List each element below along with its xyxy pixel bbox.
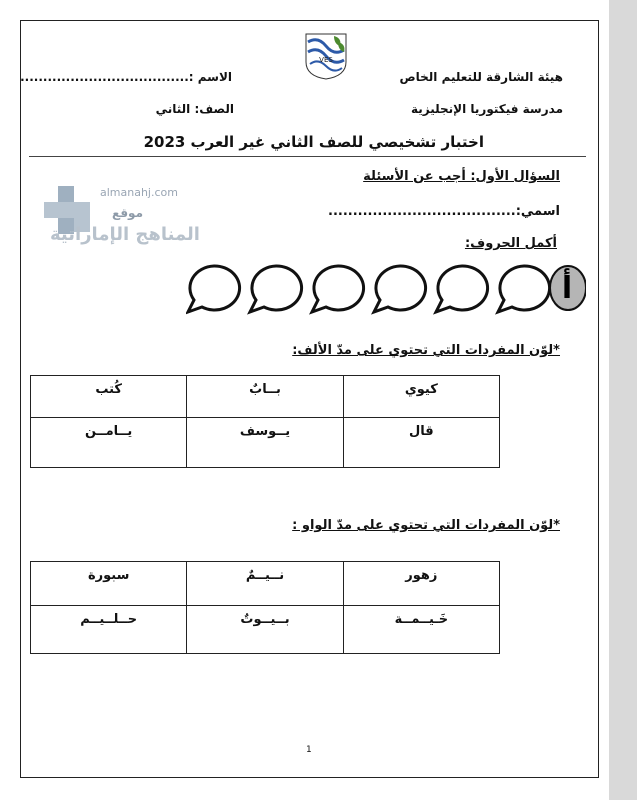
word-cell[interactable]: قال (343, 418, 499, 468)
word-cell[interactable]: خَـيــمــة (343, 606, 499, 654)
bubble-3 (312, 266, 364, 312)
student-name-line: الاسم :..................................... (20, 70, 232, 84)
watermark-line-2: المناهج الإماراتية (50, 224, 200, 245)
title-divider (29, 156, 586, 157)
table-row (31, 376, 500, 418)
watermark-url: almanahj.com (100, 186, 178, 199)
table-row (31, 418, 500, 468)
question-1-heading: السؤال الأول: أجب عن الأسئلة (363, 169, 560, 184)
word-cell[interactable]: يــامــن (31, 418, 187, 468)
my-name-line: اسمي:...................................... (328, 204, 560, 219)
bubble-6 (498, 266, 550, 312)
given-letter: أ (561, 271, 573, 306)
word-cell[interactable]: يــوسف (187, 418, 343, 468)
alif-section-heading: *لوّن المفردات التي تحتوي على مدّ الألف: (292, 343, 560, 358)
word-cell[interactable]: نــيــمٌ (187, 562, 343, 606)
word-cell[interactable]: بــيــوتٌ (187, 606, 343, 654)
word-cell[interactable]: حــلــيــم (31, 606, 187, 654)
school-logo (304, 32, 348, 80)
bubble-1 (188, 266, 240, 312)
grade-label: الصف: الثاني (155, 102, 234, 116)
page-number: 1 (306, 745, 312, 755)
word-cell[interactable]: كُتب (31, 376, 187, 418)
word-cell[interactable]: بــابٌ (187, 376, 343, 418)
letter-bubbles (186, 262, 586, 316)
complete-letters-label: أكمل الحروف: (464, 236, 557, 251)
logo-text: VES (319, 56, 333, 64)
alif-words-table (30, 375, 500, 468)
table-row (31, 562, 500, 606)
authority-name: هيئة الشارقة للتعليم الخاص (399, 70, 563, 84)
word-cell[interactable]: زهور (343, 562, 499, 606)
waw-words-table (30, 561, 500, 654)
school-name: مدرسة فيكتوريا الإنجليزية (410, 102, 563, 116)
bubble-2 (250, 266, 302, 312)
exam-title: اختبار تشخيصي للصف الثاني غير العرب 2023 (143, 133, 484, 151)
table-row (31, 606, 500, 654)
watermark-line-1: موقع (112, 206, 144, 220)
waw-section-heading: *لوّن المفردات التي تحتوي على مدّ الواو : (292, 518, 560, 533)
word-cell[interactable]: سبورة (31, 562, 187, 606)
word-cell[interactable]: كيوي (343, 376, 499, 418)
bubble-4 (374, 266, 426, 312)
bubble-5 (436, 266, 488, 312)
